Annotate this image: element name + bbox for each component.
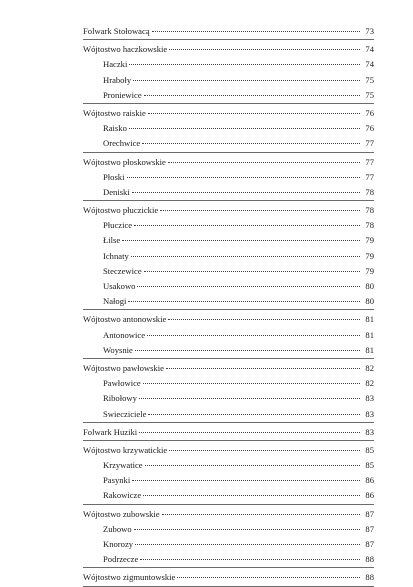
toc-section	[83, 40, 374, 104]
dot-leader	[148, 113, 360, 114]
toc-subentry-title: Nałogi	[103, 296, 127, 307]
dot-leader	[131, 256, 360, 257]
toc-subentry	[83, 170, 374, 185]
toc-subentry-page-number: 81	[365, 344, 374, 355]
toc-entry-page-number: 88	[365, 572, 374, 583]
toc-subentry-title: Hraboły	[103, 74, 132, 85]
dot-leader	[139, 432, 360, 433]
toc-subentry-page-number: 75	[365, 74, 374, 85]
dot-leader	[127, 177, 361, 178]
toc-entry	[83, 443, 374, 458]
dot-leader	[135, 544, 360, 545]
toc-subentry-page-number: 77	[365, 138, 374, 149]
toc-entry	[83, 507, 374, 522]
toc-subentry	[83, 249, 374, 264]
dot-leader	[177, 577, 360, 578]
toc-entry-page-number: 77	[365, 156, 374, 167]
toc-subentry-page-number: 80	[365, 281, 374, 291]
toc-entry	[83, 570, 374, 585]
toc-subentry	[83, 264, 374, 279]
toc-subentry	[83, 73, 374, 88]
toc-section	[83, 201, 374, 310]
dot-leader	[135, 350, 360, 351]
dot-leader	[166, 368, 360, 369]
toc-entry-title: Wójtostwo płuczickie	[83, 205, 159, 216]
dot-leader	[132, 192, 360, 193]
toc-entry-page-number: 78	[365, 205, 374, 216]
toc-subentry-page-number: 77	[365, 171, 374, 182]
toc-subentry-title: Podrzecze	[103, 554, 139, 565]
toc-subentry-title: Orechwice	[103, 138, 141, 149]
toc-entry	[83, 203, 374, 218]
dot-leader	[162, 514, 360, 515]
dot-leader	[134, 225, 360, 226]
toc-subentry	[83, 391, 374, 406]
toc-entry-page-number: 82	[365, 362, 374, 373]
toc-subentry	[83, 376, 374, 391]
toc-subentry-page-number: 85	[365, 460, 374, 471]
toc-subentry-page-number: 82	[365, 378, 374, 389]
toc-subentry-page-number: 87	[365, 523, 374, 534]
toc-entry	[83, 106, 374, 121]
toc-section	[83, 104, 374, 153]
toc-subentry	[83, 185, 374, 200]
dot-leader	[122, 240, 360, 241]
toc-subentry	[83, 488, 374, 503]
dot-leader	[144, 95, 360, 96]
toc-subentry-page-number: 79	[365, 235, 374, 246]
toc-subentry	[83, 328, 374, 343]
dot-leader	[132, 480, 360, 481]
toc-entry	[83, 42, 374, 57]
dot-leader	[148, 414, 360, 415]
toc-entry-title: Wójtostwo pawłowskie	[83, 362, 164, 373]
toc-section	[83, 24, 374, 40]
toc-entry-page-number: 87	[365, 508, 374, 519]
toc-subentry-title: Proniewice	[103, 89, 142, 100]
dot-leader	[134, 529, 360, 530]
toc-section	[83, 310, 374, 359]
toc-subentry	[83, 279, 374, 294]
dot-leader	[169, 49, 360, 50]
toc-subentry	[83, 407, 374, 422]
dot-leader	[129, 128, 360, 129]
dot-leader	[133, 80, 360, 81]
toc-entry-page-number: 74	[365, 44, 374, 55]
toc-subentry	[83, 343, 374, 358]
dot-leader	[145, 465, 360, 466]
toc-entry-page-number: 83	[365, 426, 374, 437]
toc-subentry-page-number: 88	[365, 554, 374, 565]
toc-subentry-page-number: 81	[365, 329, 374, 340]
dot-leader	[128, 301, 360, 302]
toc-subentry-title: Krzywatice	[103, 460, 143, 471]
toc-entry	[83, 155, 374, 170]
toc-entry-page-number: 85	[365, 444, 374, 455]
toc-subentry-title: Haczki	[103, 59, 128, 70]
toc-subentry-title: Ribołowy	[103, 393, 137, 404]
toc-subentry-title: Deniski	[103, 186, 130, 197]
toc-subentry	[83, 121, 374, 136]
toc-subentry	[83, 136, 374, 151]
toc-entry	[83, 361, 374, 376]
toc-entry	[83, 312, 374, 327]
toc-section	[83, 505, 374, 569]
toc-subentry	[83, 522, 374, 537]
dot-leader	[160, 210, 360, 211]
toc-subentry-title: Woysnie	[103, 344, 133, 355]
toc-subentry-page-number: 83	[365, 408, 374, 419]
toc-subentry	[83, 458, 374, 473]
toc-subentry-title: Ichnaty	[103, 250, 129, 261]
toc-entry-page-number: 81	[365, 314, 374, 325]
toc-entry-title: Wójtostwo zigmuntowskie	[83, 572, 176, 583]
toc-entry-title: Wójtostwo haczkowskie	[83, 44, 168, 55]
toc-subentry-title: Płuczice	[103, 220, 133, 231]
toc-entry	[83, 425, 374, 440]
toc-section	[83, 359, 374, 423]
toc-section	[83, 423, 374, 441]
toc-entry-title: Wójtostwo zubowskie	[83, 508, 160, 519]
toc-subentry-title: Pasynki	[103, 475, 131, 486]
dot-leader	[144, 271, 360, 272]
dot-leader	[143, 383, 360, 384]
dot-leader	[140, 559, 360, 560]
toc-subentry-title: Pawłowice	[103, 378, 141, 389]
toc-entry-title: Wójtostwo raiskie	[83, 107, 146, 118]
toc-entry	[83, 24, 374, 39]
toc-subentry-title: Steczewice	[103, 265, 142, 276]
toc-subentry	[83, 552, 374, 567]
toc-subentry	[83, 57, 374, 72]
toc-entry-title: Wójtostwo płoskowskie	[83, 156, 166, 167]
toc-subentry-page-number: 79	[365, 265, 374, 276]
toc-subentry-title: Swiecziciele	[103, 408, 147, 419]
toc-subentry-page-number: 78	[365, 186, 374, 197]
toc-subentry-title: Knorozy	[103, 539, 134, 549]
toc-entry-title: Wójtostwo antonowskie	[83, 314, 167, 325]
toc-section	[83, 153, 374, 202]
toc-subentry	[83, 218, 374, 233]
toc-subentry-page-number: 83	[365, 393, 374, 404]
toc-entry-title: Folwark Stołowacą	[83, 26, 150, 36]
toc-entry-title: Folwark Huziki	[83, 426, 138, 437]
toc-subentry-page-number: 87	[365, 539, 374, 549]
toc-entry-page-number: 76	[365, 107, 374, 118]
toc-subentry	[83, 88, 374, 103]
toc-subentry-page-number: 75	[365, 89, 374, 100]
toc-entry-page-number: 73	[365, 26, 374, 36]
toc-subentry-title: Rakowicze	[103, 490, 142, 501]
toc-subentry-title: Łilse	[103, 235, 121, 246]
dot-leader	[152, 31, 360, 32]
toc-subentry	[83, 473, 374, 488]
toc-subentry-page-number: 76	[365, 123, 374, 134]
dot-leader	[143, 495, 360, 496]
toc-subentry-page-number: 80	[365, 296, 374, 307]
toc-subentry-page-number: 79	[365, 250, 374, 261]
toc-subentry-page-number: 86	[365, 490, 374, 501]
toc-section	[83, 568, 374, 586]
toc-entry-title: Wójtostwo krzywatickie	[83, 444, 168, 455]
table-of-contents	[83, 24, 374, 587]
dot-leader	[129, 64, 360, 65]
dot-leader	[168, 319, 360, 320]
dot-leader	[168, 162, 360, 163]
toc-subentry-page-number: 74	[365, 59, 374, 70]
toc-subentry-title: Płoski	[103, 171, 125, 182]
toc-subentry-title: Zubowo	[103, 523, 132, 534]
dot-leader	[147, 335, 360, 336]
dot-leader	[139, 398, 360, 399]
toc-subentry-page-number: 86	[365, 475, 374, 486]
toc-subentry-title: Usakowo	[103, 281, 136, 291]
dot-leader	[142, 143, 360, 144]
dot-leader	[137, 286, 360, 287]
dot-leader	[169, 450, 360, 451]
toc-subentry-page-number: 78	[365, 220, 374, 231]
toc-subentry	[83, 233, 374, 248]
toc-section	[83, 441, 374, 505]
toc-subentry-title: Raisko	[103, 123, 127, 134]
toc-subentry	[83, 294, 374, 309]
toc-subentry-title: Antonowice	[103, 329, 146, 340]
toc-subentry	[83, 537, 374, 552]
